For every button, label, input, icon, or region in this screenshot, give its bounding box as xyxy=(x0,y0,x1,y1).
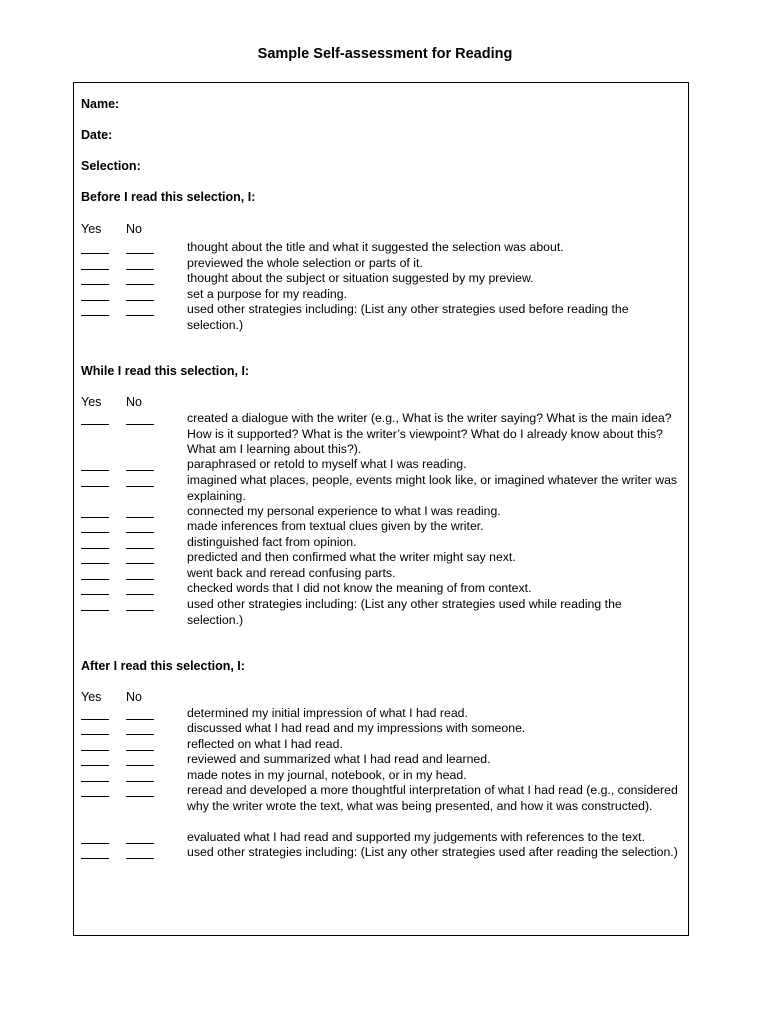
name-label: Name: xyxy=(81,97,120,111)
page-title: Sample Self-assessment for Reading xyxy=(257,46,513,62)
yes-blank[interactable] xyxy=(81,411,109,425)
item-text: paraphrased or retold to myself what I was reading. xyxy=(187,457,467,471)
item-text: evaluated what I had read and supported my judgements with references to the text. xyxy=(187,830,645,844)
yes-blank[interactable] xyxy=(81,830,109,844)
item-text: thought about the subject or situation suggested by my preview. xyxy=(187,271,534,285)
no-blank[interactable] xyxy=(126,783,154,797)
yes-column-header: Yes xyxy=(81,395,102,409)
item-text: reviewed and summarized what I had read and learned. xyxy=(187,752,491,766)
item-text: discussed what I had read and my impressions with someone. xyxy=(187,721,526,735)
yes-blank[interactable] xyxy=(81,752,109,766)
no-blank[interactable] xyxy=(126,581,154,595)
yes-blank[interactable] xyxy=(81,519,109,533)
yes-blank[interactable] xyxy=(81,535,109,549)
item-text: used other strategies including: (List any other strategies used before reading the selection.) xyxy=(187,302,629,332)
yes-blank[interactable] xyxy=(81,504,109,518)
no-blank[interactable] xyxy=(126,768,154,782)
while-column-headers xyxy=(81,395,142,409)
yes-blank[interactable] xyxy=(81,768,109,782)
item-text: made inferences from textual clues given by the writer. xyxy=(187,519,484,533)
no-blank[interactable] xyxy=(126,550,154,564)
yes-blank[interactable] xyxy=(81,457,109,471)
item-text: predicted and then confirmed what the writer might say next. xyxy=(187,550,516,564)
no-column-header: No xyxy=(126,690,142,704)
no-column-header: No xyxy=(126,395,142,409)
yes-blank[interactable] xyxy=(81,473,109,487)
yes-blank[interactable] xyxy=(81,256,109,270)
while-heading: While I read this selection, I: xyxy=(81,364,250,378)
yes-blank[interactable] xyxy=(81,271,109,285)
yes-blank[interactable] xyxy=(81,566,109,580)
item-text: created a dialogue with the writer (e.g., What is the writer saying? What is the main idea? How is it supported? What is the writer’s viewpoint? What do I already know about this? What am I learning about this?). xyxy=(187,411,672,456)
no-blank[interactable] xyxy=(126,504,154,518)
yes-blank[interactable] xyxy=(81,581,109,595)
yes-column-header: Yes xyxy=(81,690,102,704)
no-blank[interactable] xyxy=(126,597,154,611)
before-heading: Before I read this selection, I: xyxy=(81,190,256,204)
after-heading: After I read this selection, I: xyxy=(81,659,245,673)
no-column-header: No xyxy=(126,222,142,236)
no-blank[interactable] xyxy=(126,411,154,425)
item-text: reflected on what I had read. xyxy=(187,737,343,751)
yes-blank[interactable] xyxy=(81,845,109,859)
no-blank[interactable] xyxy=(126,256,154,270)
item-text: went back and reread confusing parts. xyxy=(187,566,396,580)
no-blank[interactable] xyxy=(126,519,154,533)
date-label: Date: xyxy=(81,128,113,142)
no-blank[interactable] xyxy=(126,271,154,285)
item-text: used other strategies including: (List any other strategies used after reading the selection.) xyxy=(187,845,678,859)
yes-blank[interactable] xyxy=(81,783,109,797)
no-blank[interactable] xyxy=(126,566,154,580)
item-text: previewed the whole selection or parts of it. xyxy=(187,256,423,270)
no-blank[interactable] xyxy=(126,457,154,471)
no-blank[interactable] xyxy=(126,240,154,254)
no-blank[interactable] xyxy=(126,737,154,751)
no-blank[interactable] xyxy=(126,535,154,549)
yes-blank[interactable] xyxy=(81,706,109,720)
yes-blank[interactable] xyxy=(81,240,109,254)
item-text: reread and developed a more thoughtful interpretation of what I had read (e.g., considered why the writer wrote the text, what was being presented, and how it was constructed). xyxy=(187,783,678,813)
no-blank[interactable] xyxy=(126,752,154,766)
item-text: checked words that I did not know the meaning of from context. xyxy=(187,581,532,595)
item-text: thought about the title and what it suggested the selection was about. xyxy=(187,240,564,254)
item-text: distinguished fact from opinion. xyxy=(187,535,357,549)
no-blank[interactable] xyxy=(126,845,154,859)
item-text: made notes in my journal, notebook, or in my head. xyxy=(187,768,467,782)
yes-blank[interactable] xyxy=(81,597,109,611)
no-blank[interactable] xyxy=(126,721,154,735)
yes-blank[interactable] xyxy=(81,737,109,751)
after-column-headers xyxy=(81,690,142,704)
no-blank[interactable] xyxy=(126,287,154,301)
before-column-headers xyxy=(81,222,142,236)
selection-label: Selection: xyxy=(81,159,141,173)
yes-blank[interactable] xyxy=(81,721,109,735)
item-text: connected my personal experience to what I was reading. xyxy=(187,504,501,518)
no-blank[interactable] xyxy=(126,830,154,844)
yes-blank[interactable] xyxy=(81,550,109,564)
yes-blank[interactable] xyxy=(81,287,109,301)
yes-column-header: Yes xyxy=(81,222,102,236)
item-text: used other strategies including: (List any other strategies used while reading the selection.) xyxy=(187,597,622,627)
no-blank[interactable] xyxy=(126,302,154,316)
item-text: determined my initial impression of what I had read. xyxy=(187,706,468,720)
item-text: imagined what places, people, events might look like, or imagined whatever the writer was explaining. xyxy=(187,473,678,503)
yes-blank[interactable] xyxy=(81,302,109,316)
no-blank[interactable] xyxy=(126,473,154,487)
no-blank[interactable] xyxy=(126,706,154,720)
item-text: set a purpose for my reading. xyxy=(187,287,347,301)
